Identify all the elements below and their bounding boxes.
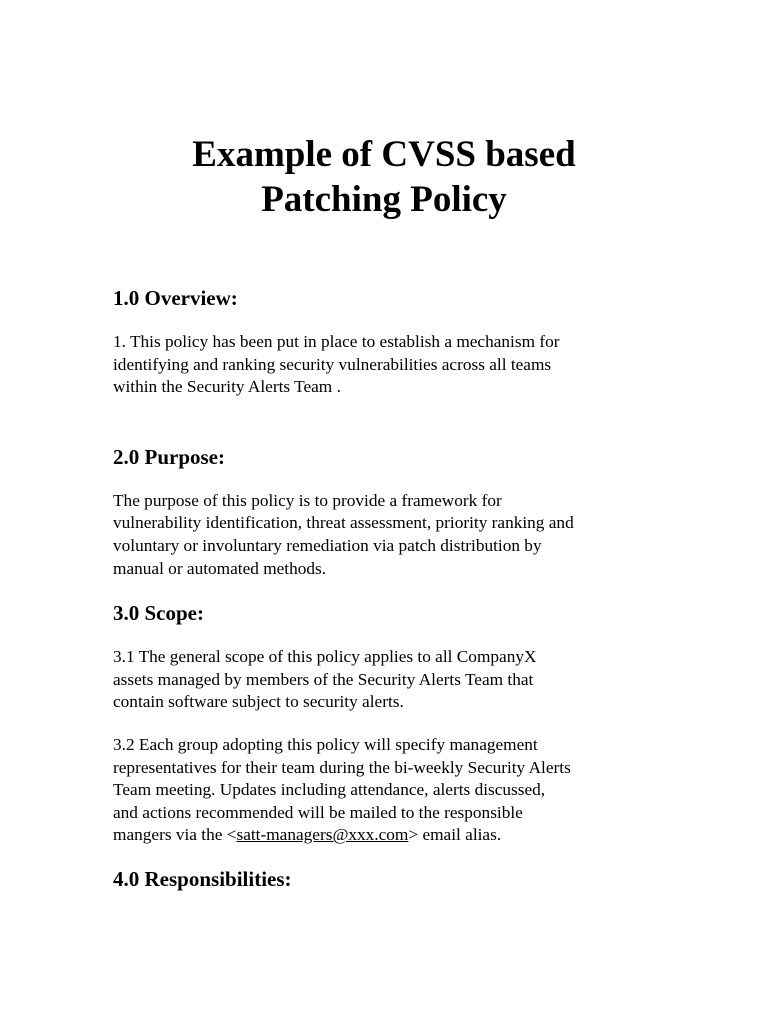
text-line: The purpose of this policy is to provide a framework for xyxy=(113,490,502,510)
paragraph-scope-1 xyxy=(113,646,668,714)
paragraph-overview xyxy=(113,331,668,399)
text-line: identifying and ranking security vulnerabilities across all teams xyxy=(113,354,552,374)
email-prefix-text: mangers via the < xyxy=(113,825,237,845)
text-line: voluntary or involuntary remediation via patch distribution by xyxy=(113,535,542,555)
text-line: representatives for their team during the bi-weekly Security Alerts xyxy=(113,757,571,777)
heading-purpose: 2.0 Purpose: xyxy=(113,444,225,469)
heading-overview: 1.0 Overview: xyxy=(113,286,238,310)
email-suffix-text: > email alias. xyxy=(408,825,502,845)
text-line: contain software subject to security alerts. xyxy=(113,692,404,712)
text-line: assets managed by members of the Security Alerts Team that xyxy=(113,669,534,689)
text-line: within the Security Alerts Team . xyxy=(113,377,341,397)
text-line-email xyxy=(113,824,668,847)
paragraph-purpose xyxy=(113,490,668,580)
text-line: Team meeting. Updates including attendance, alerts discussed, xyxy=(113,780,546,800)
text-line: 1. This policy has been put in place to establish a mechanism for xyxy=(113,332,560,351)
text-line: and actions recommended will be mailed to the responsible xyxy=(113,802,523,822)
paragraph-scope-2 xyxy=(113,734,668,847)
text-line: 3.2 Each group adopting this policy will specify management xyxy=(113,734,538,754)
title-line-2: Patching Policy xyxy=(261,179,507,220)
email-link[interactable]: satt-managers@xxx.com xyxy=(236,825,409,845)
document-title xyxy=(113,0,655,222)
heading-scope: 3.0 Scope: xyxy=(113,601,204,626)
text-line: manual or automated methods. xyxy=(113,558,327,578)
text-line: 3.1 The general scope of this policy applies to all CompanyX xyxy=(113,647,537,667)
heading-responsibilities: 4.0 Responsibilities: xyxy=(113,866,292,891)
title-line-1: Example of CVSS based xyxy=(192,134,576,175)
text-line: vulnerability identification, threat assessment, priority ranking and xyxy=(113,513,574,533)
